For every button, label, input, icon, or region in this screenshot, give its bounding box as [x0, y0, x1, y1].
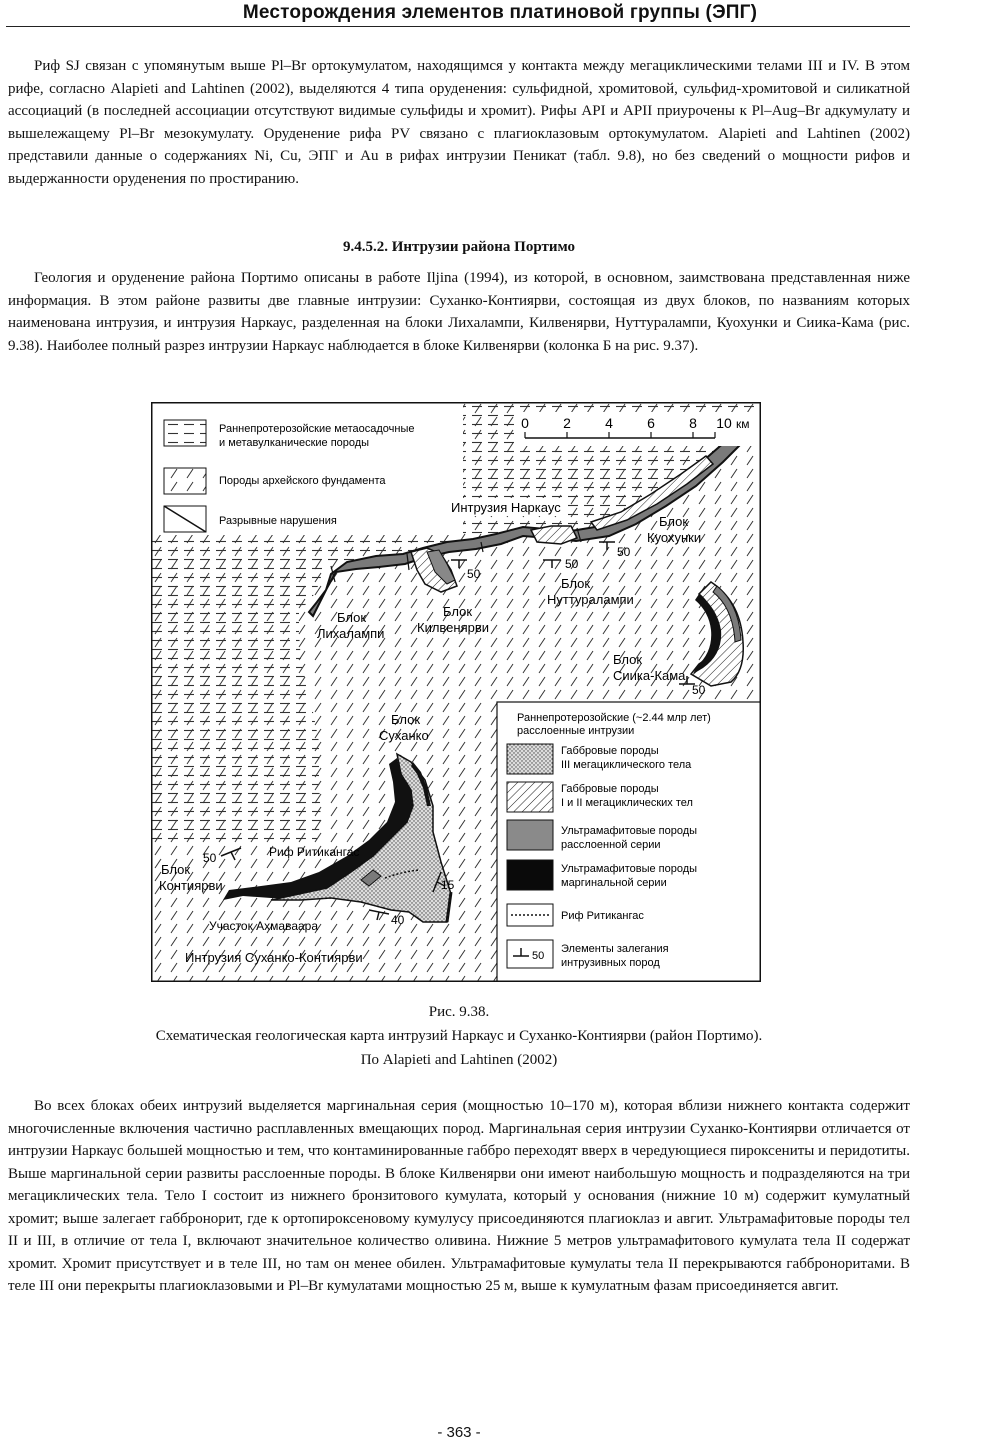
- legend-bottom: [497, 702, 761, 982]
- running-header: Месторождения элементов платиновой группы (ЭПГ): [242, 2, 758, 23]
- label-kontijarvi-block: Блок: [161, 862, 191, 877]
- legend-label: III мегациклического тела: [561, 759, 692, 771]
- legend-label: Габбровые породы: [561, 783, 659, 795]
- label-kilvenjarvi-block: Блок: [443, 604, 473, 619]
- label-kontijarvi: Контиярви: [159, 878, 223, 893]
- label-suhanko-block: Блок: [391, 712, 421, 727]
- legend-heading: Раннепротерозойские (~2.44 млр лет): [517, 712, 711, 724]
- legend-label: Породы архейского фундамента: [219, 475, 386, 487]
- legend-swatch-ultramafic-layered: [507, 820, 553, 850]
- legend-label: Элементы залегания: [561, 943, 669, 955]
- legend-swatch-metasediments: [164, 420, 206, 446]
- figure-number: Рис. 9.38.: [428, 1004, 490, 1020]
- label-kilvenjarvi: Килвенярви: [417, 620, 490, 635]
- label-kuohunki-block: Блок: [659, 514, 689, 529]
- legend-dip-value: 50: [532, 950, 545, 962]
- legend-label: Риф Ритикангас: [561, 910, 644, 922]
- dip-label-50: 50: [617, 545, 631, 559]
- legend-swatch-gabbro-i-ii: [507, 782, 553, 812]
- label-suhanko-kontijarvi-intrusion: Интрузия Суханко-Контиярви: [185, 950, 363, 965]
- legend-label: Ультрамафитовые породы: [561, 863, 698, 875]
- legend-label: Раннепротерозойские метаосадочные: [219, 423, 415, 435]
- scale-tick: 4: [605, 415, 613, 431]
- label-siika-kama-block: Блок: [613, 652, 643, 667]
- legend-label: I и II мегациклических тел: [561, 797, 693, 809]
- section-title: 9.4.5.2. Интрузии района Портимо: [342, 239, 576, 255]
- dip-label-40: 40: [391, 913, 405, 927]
- paragraph-marginal-series: Во всех блоках обеих интрузий выделяется маргинальная серия (мощностью 10–170 м), которая вблизи нижнего контакта содержит многочисленные включения частично расплавленных вмещающих пород. Маргинальная серия интрузии Суханко-Контиярви отличается от интрузии Наркаус большей мощностью и тем, что контаминированные габбро переходят вверх в чередующиеся пироксениты и перидотиты. Выше маргинальной серии развиты расслоенные породы. В блоке Килвенярви они имеют наибольшую мощность и подразделяются на три мегациклических тела. Тело I состоит из нижнего бронзитового кумулата, который у основания (нижние 10 м) содержит кумулатный хромит; выше залегает габбронорит, где к ортопироксеновому кумулусу присоединяются плагиоклаз и авгит. Ультрамафитовые породы тел II и III, в отличие от тела I, включают значительное количество оливина. Нижние 5 метров ультрамафитового кумулата тела II содержат хромит. Хромит присутствует и в теле III, но там он менее обилен. Ультрамафитовые кумулаты тела II перекрываются габброноритами. В теле III они перекрыты плагиоклазовыми и Pl–Br кумулатами мощностью 25 м, выше к кумулатным фазам присоединяется авгит.: [8, 1098, 910, 1294]
- legend-label: маргинальной серии: [561, 877, 667, 889]
- label-nutturalampi: Нуттуралампи: [547, 592, 634, 607]
- scale-tick: 0: [521, 415, 529, 431]
- scale-tick: 10: [716, 415, 732, 431]
- label-siika-kama: Сиика-Кама: [613, 668, 686, 683]
- label-lihalampi-block: Блок: [337, 610, 367, 625]
- label-suhanko: Суханко: [379, 728, 429, 743]
- legend-label: Габбровые породы: [561, 745, 659, 757]
- dip-label-50: 50: [467, 567, 481, 581]
- legend-heading: расслоенные интрузии: [517, 725, 635, 737]
- scale-unit: км: [736, 417, 750, 431]
- page-number: - 363 -: [437, 1424, 481, 1441]
- label-lihalampi: Лихалампи: [317, 626, 385, 641]
- label-ritikangas-reef: Риф Ритикангас: [269, 845, 360, 859]
- dip-label-50: 50: [565, 557, 579, 571]
- scale-tick: 2: [563, 415, 571, 431]
- legend-label: интрузивных пород: [561, 957, 660, 969]
- legend-top: [151, 402, 463, 535]
- legend-label: Ультрамафитовые породы: [561, 825, 698, 837]
- legend-label: расслоенной серии: [561, 839, 661, 851]
- legend-swatch-dip: [507, 940, 553, 968]
- dip-label-50: 50: [203, 851, 217, 865]
- geologic-map-figure: [151, 402, 761, 982]
- label-ahmavaara: Участок Ахмаваара: [209, 919, 319, 933]
- legend-swatch-ritikangas-reef: [507, 904, 553, 926]
- label-kuohunki: Куохунки: [647, 530, 702, 545]
- dip-label-50: 50: [692, 683, 706, 697]
- legend-label: Разрывные нарушения: [219, 515, 337, 527]
- label-nutturalampi-block: Блок: [561, 576, 591, 591]
- paragraph-reefs: Риф SJ связан с упомянутым выше Pl–Br ортокумулатом, находящимся у контакта между мегациклическими телами III и IV. В этом рифе, согласно Alapieti and Lahtinen (2002), выделяются 4 типа оруденения: сульфидной, хромитовой, сульфид-хромитовой и силикатной ассоциаций (в последней ассоциации отсутствуют видимые сульфиды и хромит). Рифы API и APII приурочены к Pl–Aug–Br адкумулату и вышележащему Pl–Br мезокумулату. Оруденение рифа PV связано с плагиоклазовым ортокумулатом. Alapieti and Lahtinen (2002) представили данные о содержаниях Ni, Cu, ЭПГ и Au в рифах интрузии Пеникат (табл. 9.8), но без сведений о мощности рифов и выдержанности оруденения по простиранию.: [8, 58, 910, 187]
- header-rule: [6, 26, 910, 27]
- scale-tick: 6: [647, 415, 655, 431]
- label-narkaus-intrusion: Интрузия Наркаус: [451, 500, 561, 515]
- figure-source: По Alapieti and Lahtinen (2002): [360, 1052, 558, 1068]
- legend-swatch-archean: [164, 468, 206, 494]
- scale-bar: [517, 412, 761, 446]
- nutturalampi-gabbro: [531, 526, 577, 544]
- scale-tick: 8: [689, 415, 697, 431]
- legend-swatch-ultramafic-marginal: [507, 860, 553, 890]
- legend-label: и метавулканические породы: [219, 437, 370, 449]
- legend-swatch-gabbro-iii: [507, 744, 553, 774]
- paragraph-portimo: Геология и оруденение района Портимо описаны в работе Iljina (1994), из которой, в основном, заимствована представленная ниже информация. В этом районе развиты две главные интрузии: Суханко-Контиярви, состоящая из двух блоков, по названиям которых наименована интрузия, и интрузия Наркаус, разделенная на блоки Лихалампи, Килвенярви, Нуттуралампи, Куохунки и Сиика-Кама (рис. 9.38). Наиболее полный разрез интрузии Наркаус наблюдается в блоке Килвенярви (колонка Б на рис. 9.37).: [8, 270, 910, 354]
- figure-caption: Схематическая геологическая карта интрузий Наркаус и Суханко-Контиярви (район Портимо).: [155, 1028, 763, 1044]
- dip-label-15: 15: [441, 878, 455, 892]
